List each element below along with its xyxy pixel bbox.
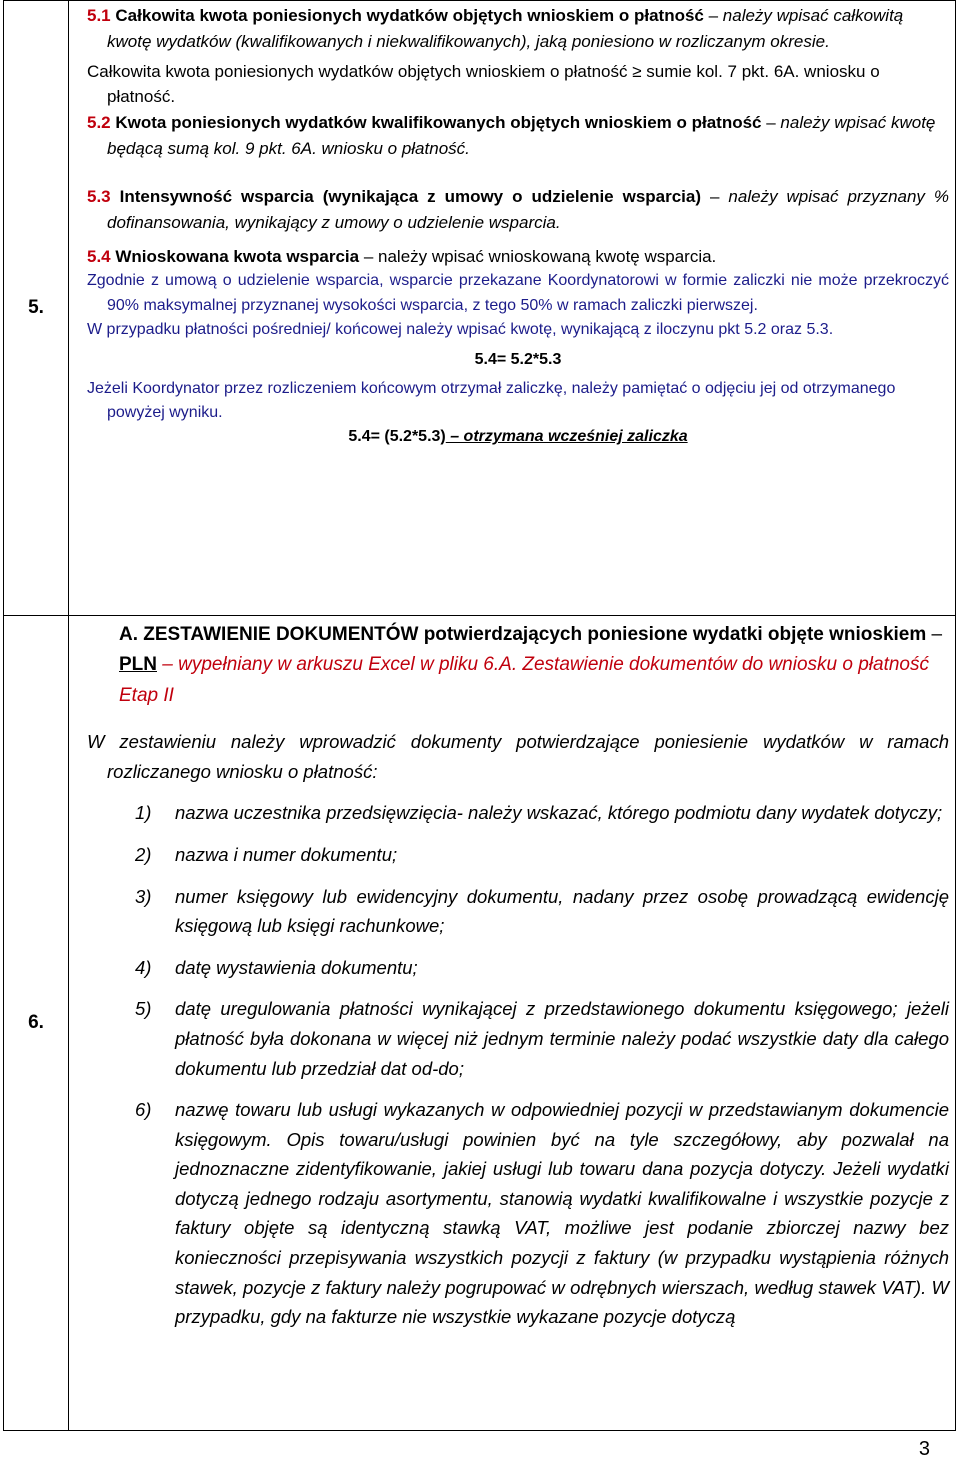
section-5-3-dash: –	[701, 186, 729, 206]
row-6	[4, 616, 956, 1431]
row-5-content	[69, 1, 956, 616]
formula-2-rest: – otrzymana wcześniej zaliczka	[445, 428, 688, 446]
list-item: 6) nazwę towaru lub usługi wykazanych w odpowiedniej pozycji w przedstawianym dokumencie księgowym. Opis towaru/usługi powinien być na tyle szczegółowy, aby pozwalał na jednoznaczne zidentyfikowanie, jakiej usługi lub towaru dana pozycja dotyczy. Jeżeli wydatki dotyczą jednego rodzaju asortymentu, stanowią wydatki kwalifikowalne i wszystkie pozycje z faktury objęte są identyczną stawką VAT, możliwe jest podanie zbiorczej nazwy bez konieczności przepisywania wszystkich pozycji z faktury (w przypadku wystąpienia różnych stawek, pozycje z faktury należy pogrupować w odrębnych wierszach, według stawek VAT). W przypadku, gdy na fakturze nie wszystkie wykazane pozycje dotyczą	[135, 1099, 949, 1328]
section-5-1-label: 5.1	[87, 6, 111, 25]
formula-2-bold: 5.4= (5.2*5.3)	[348, 428, 446, 446]
section-5-1-dash: –	[703, 6, 723, 25]
section-a-currency: PLN	[119, 654, 157, 676]
section-5-2-title: Kwota poniesionych wydatków kwalifikowanych objętych wnioskiem o płatność	[110, 113, 762, 133]
list-item: 5) datę uregulowania płatności wynikającej z przedstawionego dokumentu księgowego; jeżeli płatność była dokonana w więcej niż jednym terminie należy podać wszystkie daty dla całego dokumentu lub przedział dat od-do;	[135, 998, 949, 1079]
formula-1: 5.4= 5.2*5.3	[474, 351, 562, 369]
row-5	[4, 1, 956, 616]
section-a-title: ZESTAWIENIE DOKUMENTÓW potwierdzających poniesione wydatki objęte wnioskiem	[143, 624, 927, 645]
section-5-3	[87, 184, 949, 236]
section-5-4-final-rule: Jeżeli Koordynator przez rozliczeniem końcowym otrzymał zaliczkę, należy pamiętać o odjęciu jej od otrzymanego powyżej wyniku.	[87, 379, 896, 422]
section-5-4-text: – należy wpisać wnioskowaną kwotę wsparcia.	[359, 246, 717, 266]
section-5-2-text: należy wpisać kwotę będącą sumą kol. 9 pkt. 6A. wniosku o płatność.	[107, 113, 936, 159]
section-a-label: A.	[119, 624, 138, 645]
section-a-note: – wypełniany w arkuszu Excel w pliku 6.A. Zestawienie dokumentów do wniosku o płatność Etap II	[119, 654, 929, 706]
section-5-3-title: Intensywność wsparcia (wynikająca z umowy o udzielenie wsparcia)	[110, 186, 702, 206]
section-5-4-advance-rule: Zgodnie z umową o udzielenie wsparcia, wsparcie przekazane Koordynatorowi w formie zaliczki nie może przekroczyć 90% maksymalnej przyznanej wysokości wsparcia, z tego 50% w ramach zaliczki pierwszej.	[87, 272, 949, 314]
section-5-1	[87, 3, 949, 55]
section-5-1-rule: Całkowita kwota poniesionych wydatków objętych wnioskiem o płatność ≥ sumie kol. 7 pkt. 6A. wniosku o płatność.	[87, 61, 880, 107]
list-item: 3) numer księgowy lub ewidencyjny dokumentu, nadany przez osobę prowadzącą ewidencję księgową lub księgi rachunkowe;	[135, 885, 949, 937]
row-6-content	[69, 616, 956, 1431]
row-6-number: 6.	[4, 616, 69, 1431]
section-5-4-title: Wnioskowana kwota wsparcia	[110, 246, 360, 266]
page-number: 3	[918, 1438, 930, 1460]
instructions-table	[3, 0, 956, 1431]
section-5-4-label: 5.4	[87, 246, 111, 266]
section-a-dash: –	[926, 624, 943, 645]
required-fields-list	[135, 798, 949, 1332]
row-5-number: 5.	[4, 1, 69, 616]
section-a-intro: W zestawieniu należy wprowadzić dokumenty potwierdzające poniesienie wydatków w ramach rozliczanego wniosku o płatność:	[87, 731, 949, 782]
list-item: 2) nazwa i numer dokumentu;	[135, 843, 398, 865]
list-item: 4) datę wystawienia dokumentu;	[135, 956, 418, 978]
section-5-1-title: Całkowita kwota poniesionych wydatków objętych wnioskiem o płatność	[110, 6, 704, 25]
section-5-3-label: 5.3	[87, 186, 111, 206]
section-5-4-payment-rule: W przypadku płatności pośredniej/ końcowej należy wpisać kwotę, wynikającą z iloczynu pkt 5.2 oraz 5.3.	[87, 321, 834, 339]
section-5-2-label: 5.2	[87, 113, 111, 133]
section-5-3-text: należy wpisać przyznany % dofinansowania, wynikający z umowy o udzielenie wsparcia.	[107, 186, 950, 232]
section-a-heading	[87, 620, 949, 711]
section-5-4	[87, 244, 949, 270]
section-5-2	[87, 110, 949, 162]
formula-2	[87, 425, 949, 449]
section-5-1-text: należy wpisać całkowitą kwotę wydatków (kwalifikowanych i niekwalifikowanych), jaką poniesiono w rozliczanym okresie.	[107, 6, 904, 51]
section-5-2-dash: –	[761, 113, 781, 133]
list-item: 1) nazwa uczestnika przedsięwzięcia- należy wskazać, którego podmiotu dany wydatek dotyczy;	[135, 802, 943, 824]
